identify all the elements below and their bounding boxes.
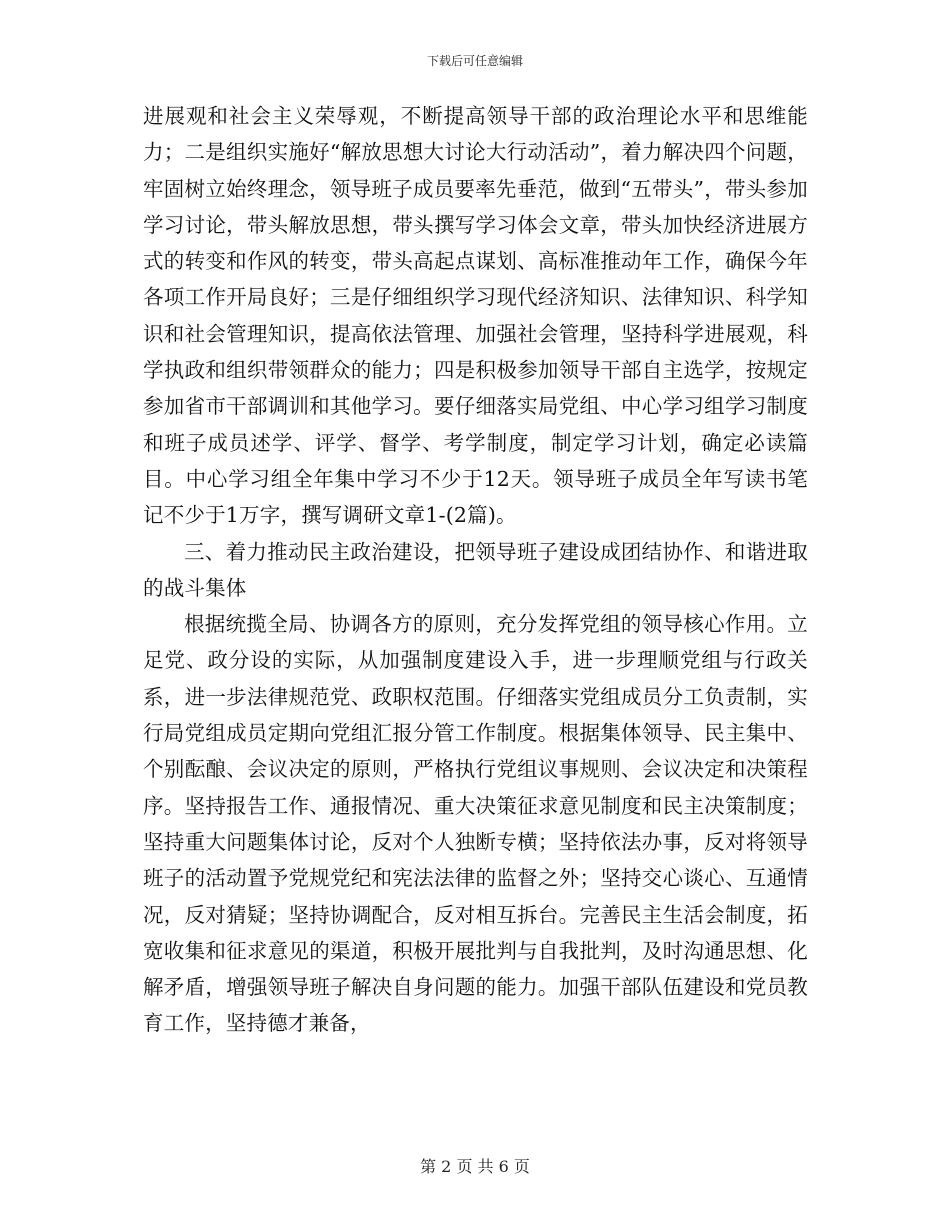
page-number: 第 2 页 共 6 页: [420, 1157, 530, 1176]
paragraph: 根据统揽全局、协调各方的原则，充分发挥党组的领导核心作用。立足党、政分设的实际，从加强制度建设入手，进一步理顺党组与行政关系，进一步法律规范党、政职权范围。仔细落实党组成员分工负责制，实行局党组成员定期向党组汇报分管工作制度。根据集体领导、民主集中、个别酝酿、会议决定的原则，严格执行党组议事规则、会议决定和决策程序。坚持报告工作、通报情况、重大决策征求意见制度和民主决策制度；坚持重大问题集体讨论，反对个人独断专横；坚持依法办事，反对将领导班子的活动置予党规党纪和宪法法律的监督之外；坚持交心谈心、互通情况，反对猜疑；坚持协调配合，反对相互拆台。完善民主生活会制度，拓宽收集和征求意见的渠道，积极开展批判与自我批判，及时沟通思想、化解矛盾，增强领导班子解决自身问题的能力。加强干部队伍建设和党员教育工作，坚持德才兼备，: [143, 612, 808, 1036]
section-heading: 三、着力推动民主政治建设，把领导班子建设成团结协作、和谐进取的战斗集体: [143, 539, 808, 600]
paragraph-continued: 进展观和社会主义荣辱观，不断提高领导干部的政治理论水平和思维能力；二是组织实施好“解放思想大讨论大行动活动”，着力解决四个问题，牢固树立始终理念，领导班子成员要率先垂范，做到“五带头”，带头参加学习讨论，带头解放思想，带头撰写学习体会文章，带头加快经济进展方式的转变和作风的转变，带头高起点谋划、高标准推动年工作，确保今年各项工作开局良好；三是仔细组织学习现代经济知识、法律知识、科学知识和社会管理知识，提高依法管理、加强社会管理，坚持科学进展观，科学执政和组织带领群众的能力；四是积极参加领导干部自主选学，按规定参加省市干部调训和其他学习。要仔细落实局党组、中心学习组学习制度和班子成员述学、评学、督学、考学制度，制定学习计划，确定必读篇目。中心学习组全年集中学习不少于12天。领导班子成员全年写读书笔记不少于1万字，撰写调研文章1-(2篇)。: [143, 104, 808, 528]
document-body: [143, 98, 808, 1042]
page-header: 下载后可任意编辑: [426, 54, 523, 68]
